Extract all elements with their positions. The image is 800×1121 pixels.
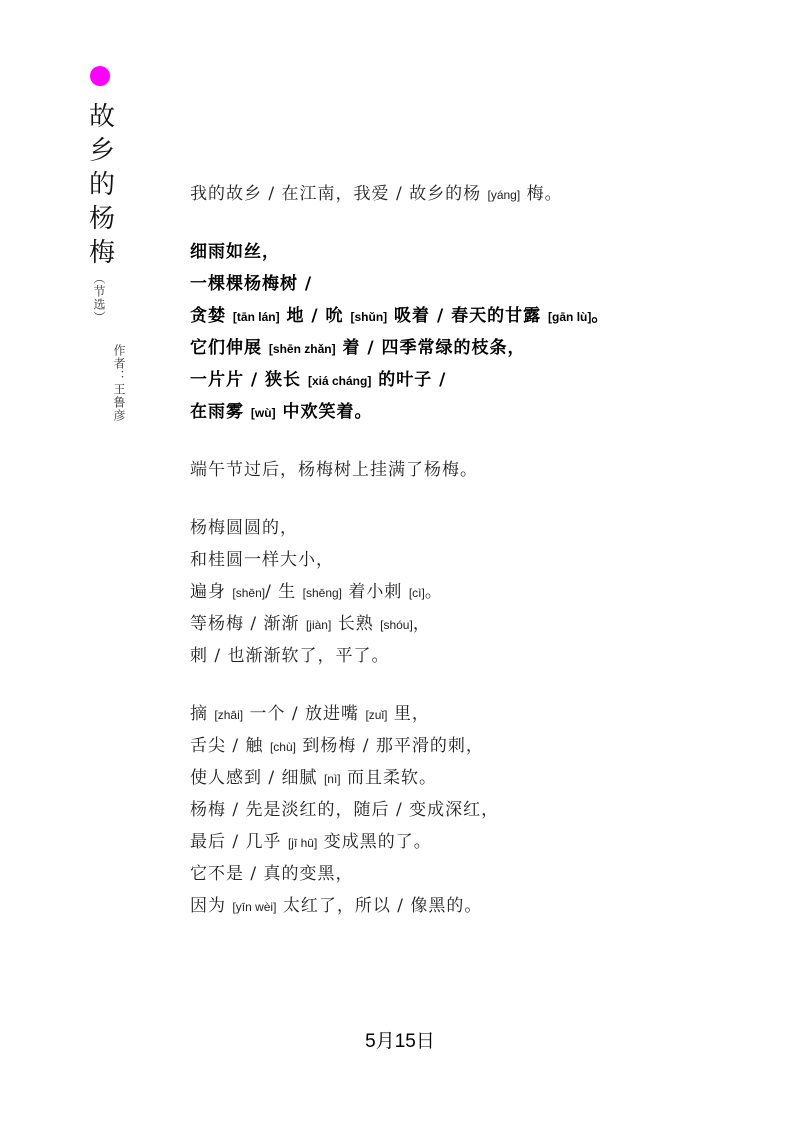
poem-line [190,236,750,268]
pinyin-annotation: [jī hū] [287,836,318,850]
poem-line [190,332,750,364]
line-text: 着 / 四季常绿的枝条， [335,338,526,358]
title-char: 的 [88,170,115,200]
line-text: 一片片 / 狭长 [190,370,308,390]
line-text: 地 / 吮 [279,306,351,326]
pinyin-annotation: [xiá cháng] [307,374,372,388]
line-text: 细雨如丝， [190,242,280,262]
poem-line [190,826,750,858]
poem-line [190,268,750,300]
line-text: 而且柔软。 [340,768,438,788]
poem-line [190,762,750,794]
pinyin-annotation: [tān lán] [232,310,280,324]
author: 作者：王鲁彦 [112,344,126,422]
pinyin-annotation: [shēn zhǎn] [268,342,336,356]
line-text: 一棵棵杨梅树 / [190,274,313,294]
subtitle: （节选） [92,272,106,324]
poem-line [190,300,750,332]
line-text: 使人感到 / 细腻 [190,768,324,788]
line-text: 它不是 / 真的变黑， [190,864,354,884]
title-meta [92,272,126,422]
pinyin-annotation: [wù] [250,406,276,420]
line-text: 杨梅 / 先是淡红的，随后 / 变成深红， [190,800,500,820]
line-text: 它们伸展 [190,338,269,358]
poem-line [190,698,750,730]
poem-line [190,454,750,486]
line-text: 在雨雾 [190,402,251,422]
pinyin-annotation: [chù] [269,740,296,754]
poem-line [190,512,750,544]
line-text: 因为 [190,896,233,916]
line-text: 端午节过后，杨梅树上挂满了杨梅。 [190,460,478,480]
poem-line [190,890,750,922]
poem-line [190,858,750,890]
line-text: 到杨梅 / 那平滑的刺， [295,736,484,756]
line-text: 我的故乡 / 在江南，我爱 / 故乡的杨 [190,184,488,204]
poem-line [190,364,750,396]
line-text: 太红了，所以 / 像黑的。 [276,896,483,916]
line-text: 刺 / 也渐渐软了，平了。 [190,646,390,666]
line-text: 杨梅圆圆的， [190,518,298,538]
title-char: 梅 [88,238,115,268]
line-text: 的叶子 / [371,370,447,390]
poem-line [190,576,750,608]
poem-line [190,544,750,576]
pinyin-annotation: [shēng] [302,586,343,600]
line-text: 。 [424,582,443,602]
line-text: ， [412,614,431,634]
line-text: 长熟 [331,614,381,634]
poem-line [190,730,750,762]
line-text: 梅。 [520,184,563,204]
line-text: 吸着 / 春天的甘露 [387,306,549,326]
poem-line [190,640,750,672]
line-text: 和桂圆一样大小， [190,550,334,570]
poem-line [190,178,750,210]
title-char: 故 [88,102,115,132]
line-text: 一个 / 放进嘴 [243,704,366,724]
pinyin-annotation: [shēn] [232,586,266,600]
line-text: 里， [387,704,430,724]
stanza [190,512,750,672]
pinyin-annotation: [cì] [408,586,425,600]
stanza [190,698,750,922]
line-text: 舌尖 / 触 [190,736,270,756]
pinyin-annotation: [jiàn] [305,618,332,632]
stanza [190,236,750,428]
poem-line [190,608,750,640]
line-text: 变成黑的了。 [317,832,432,852]
date: 5月15日 [365,1031,435,1052]
pinyin-annotation: [nì] [323,772,341,786]
pinyin-annotation: [shǔn] [350,310,388,324]
poem-line [190,396,750,428]
line-text: 摘 [190,704,215,724]
decorative-dot [90,66,110,86]
pinyin-annotation: [shóu] [380,618,413,632]
line-text: 等杨梅 / 渐渐 [190,614,306,634]
poem-line [190,794,750,826]
pinyin-annotation: [zuǐ] [365,708,388,722]
pinyin-annotation: [zhāi] [214,708,244,722]
stanza [190,178,750,210]
line-text: 遍身 [190,582,233,602]
stanza [190,454,750,486]
title-char: 乡 [88,136,115,166]
vertical-title [86,100,118,270]
poem-body [190,178,750,948]
line-text: 贪婪 [190,306,233,326]
line-text: 。 [591,306,610,326]
line-text: 着小刺 [342,582,409,602]
pinyin-annotation: [yáng] [487,188,521,202]
line-text: / 生 [265,582,303,602]
title-char: 杨 [88,204,115,234]
line-text: 中欢笑着。 [275,402,373,422]
pinyin-annotation: [yīn wèi] [232,900,277,914]
pinyin-annotation: [gān lù] [548,310,592,324]
line-text: 最后 / 几乎 [190,832,288,852]
